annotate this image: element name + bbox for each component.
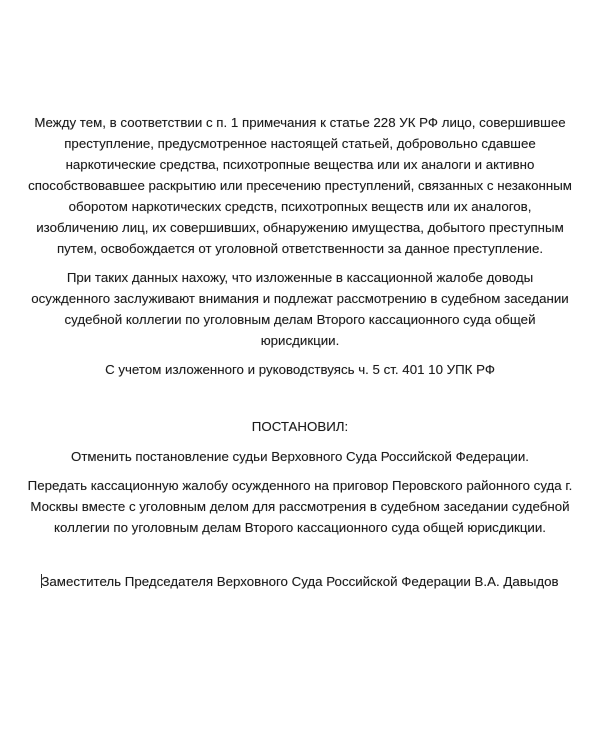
body-paragraph-2: При таких данных нахожу, что изложенные в кассационной жалобе доводы осужденного заслуживают внимания и подлежат рассмотрению в судебном заседании судебной коллегии по уголовным делам Второго кассационного суда общей юрисдикции.	[31, 270, 569, 348]
resolution-heading: ПОСТАНОВИЛ:	[251, 419, 349, 434]
signature-line	[27, 571, 573, 592]
body-paragraph-3: С учетом изложенного и руководствуясь ч. 5 ст. 401 10 УПК РФ	[105, 362, 495, 377]
resolution-paragraph-1: Отменить постановление судьи Верховного Суда Российской Федерации.	[70, 449, 529, 464]
body-paragraph-1: Между тем, в соответствии с п. 1 примечания к статье 228 УК РФ лицо, совершившее преступление, предусмотренное настоящей статьей, добровольно сдавшее наркотические средства, психотропные вещества или их аналоги и активно способствовавшее раскрытию или пресечению преступлений, связанных с незаконным оборотом наркотических средств, психотропных веществ или их аналогов, изобличению лиц, их совершивших, обнаружению имущества, добытого преступным путем, освобождается от уголовной ответственности за данное преступление.	[28, 115, 572, 256]
resolution-paragraph-2: Передать кассационную жалобу осужденного на приговор Перовского районного суда г. Москвы вместе с уголовным делом для рассмотрения в судебном заседании судебной коллегии по уголовным делам Второго кассационного суда общей юрисдикции.	[27, 478, 573, 535]
signature-text: Заместитель Председателя Верховного Суда Российской Федерации В.А. Давыдов	[41, 574, 559, 589]
document-body	[27, 112, 573, 600]
